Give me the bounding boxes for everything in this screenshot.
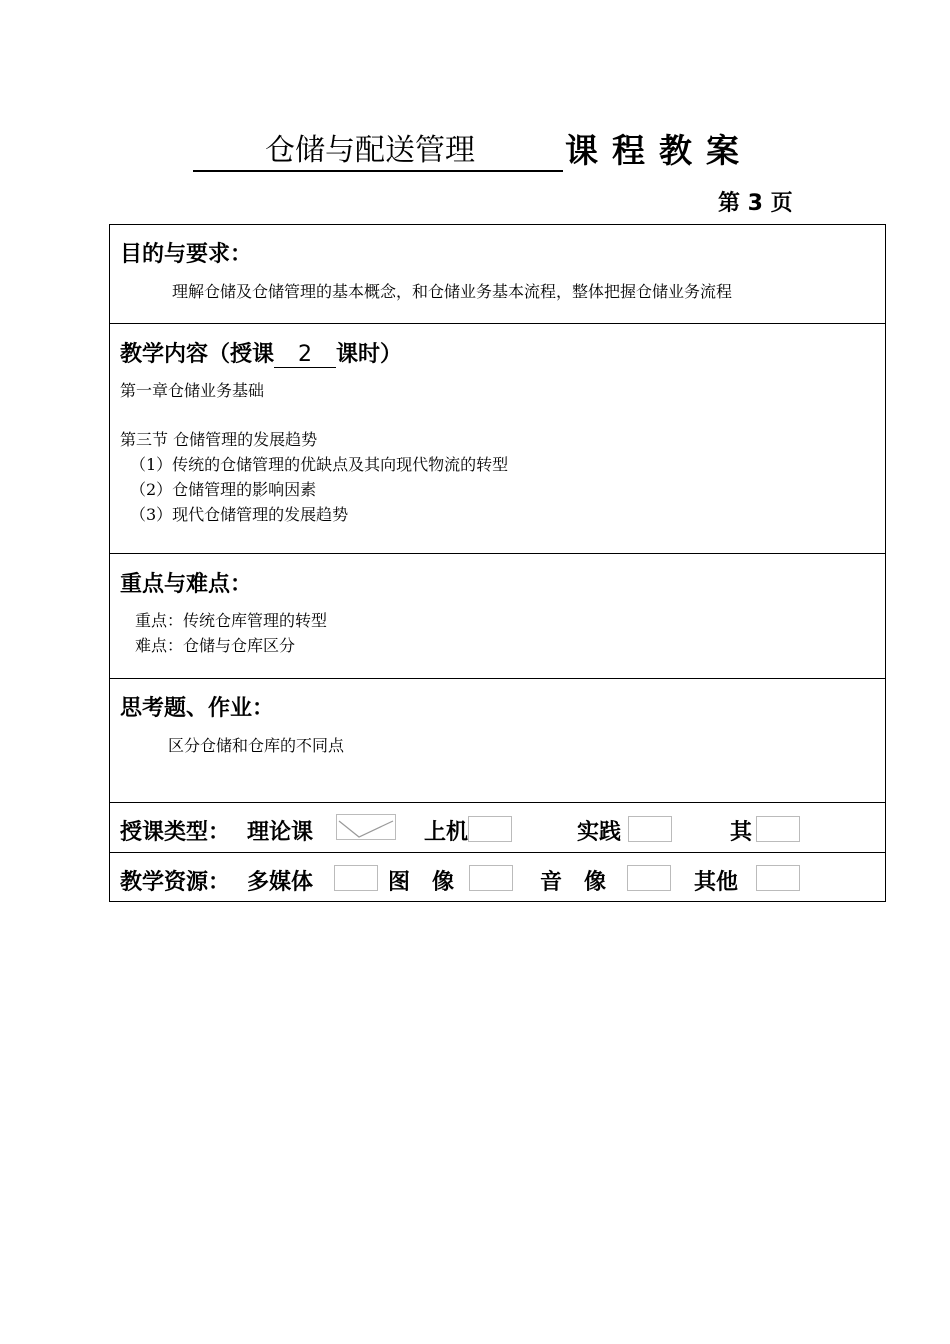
content-title-suffix: 课时） xyxy=(336,342,403,367)
content-title-prefix: 教学内容（授课 xyxy=(120,342,275,367)
resource-image-checkbox[interactable] xyxy=(469,865,513,891)
course-name: 仓储与配送管理 xyxy=(265,133,475,168)
objectives-title: 目的与要求： xyxy=(120,242,253,267)
resource-option-label: 其他 xyxy=(694,870,739,895)
content-title xyxy=(120,337,402,368)
resource-multimedia-checkbox[interactable] xyxy=(334,865,378,891)
key-points-section xyxy=(110,554,885,679)
content-item: （2）仓储管理的影响因素 xyxy=(130,480,317,499)
resources-label: 教学资源： xyxy=(120,870,231,895)
section-heading: 第三节 仓储管理的发展趋势 xyxy=(120,430,318,449)
lesson-plan-table xyxy=(109,224,886,902)
lesson-type-practice-checkbox[interactable] xyxy=(628,816,672,842)
resource-option-label: 图 像 xyxy=(388,870,455,895)
content-section xyxy=(110,324,885,554)
lesson-type-theory-checkbox[interactable] xyxy=(336,814,396,840)
content-item: （3）现代仓储管理的发展趋势 xyxy=(130,505,349,524)
content-item: （1）传统的仓储管理的优缺点及其向现代物流的转型 xyxy=(130,455,509,474)
hours-blank: 2 xyxy=(274,342,336,368)
chapter-heading: 第一章仓储业务基础 xyxy=(120,381,265,400)
resource-option-label: 多媒体 xyxy=(247,870,314,895)
lesson-type-row xyxy=(110,803,885,853)
page-number: 第 3 页 xyxy=(718,191,793,216)
lesson-type-option-label: 其 xyxy=(730,820,753,845)
homework-section xyxy=(110,679,885,803)
course-name-field xyxy=(193,132,563,172)
lesson-type-other-checkbox[interactable] xyxy=(756,816,800,842)
checkmark-icon xyxy=(337,815,395,839)
lesson-type-option-label: 实践 xyxy=(577,820,622,845)
lesson-type-lab-checkbox[interactable] xyxy=(468,816,512,842)
difficulty-text: 难点：仓储与仓库区分 xyxy=(135,636,296,655)
resource-video-checkbox[interactable] xyxy=(627,865,671,891)
homework-text: 区分仓储和仓库的不同点 xyxy=(168,736,345,755)
key-point-text: 重点：传统仓库管理的转型 xyxy=(135,611,328,630)
resources-row xyxy=(110,853,885,901)
homework-title: 思考题、作业： xyxy=(120,696,275,721)
resource-other-checkbox[interactable] xyxy=(756,865,800,891)
lesson-type-option-label: 理论课 xyxy=(247,820,314,845)
objectives-section xyxy=(110,225,885,324)
lesson-type-label: 授课类型： xyxy=(120,820,231,845)
document-header xyxy=(0,128,950,178)
resource-option-label: 音 像 xyxy=(540,870,607,895)
document-title: 课程教案 xyxy=(565,131,753,170)
objectives-text: 理解仓储及仓储管理的基本概念，和仓储业务基本流程，整体把握仓储业务流程 xyxy=(172,282,733,301)
key-points-title: 重点与难点： xyxy=(120,572,253,597)
lesson-type-option-label: 上机 xyxy=(424,820,469,845)
